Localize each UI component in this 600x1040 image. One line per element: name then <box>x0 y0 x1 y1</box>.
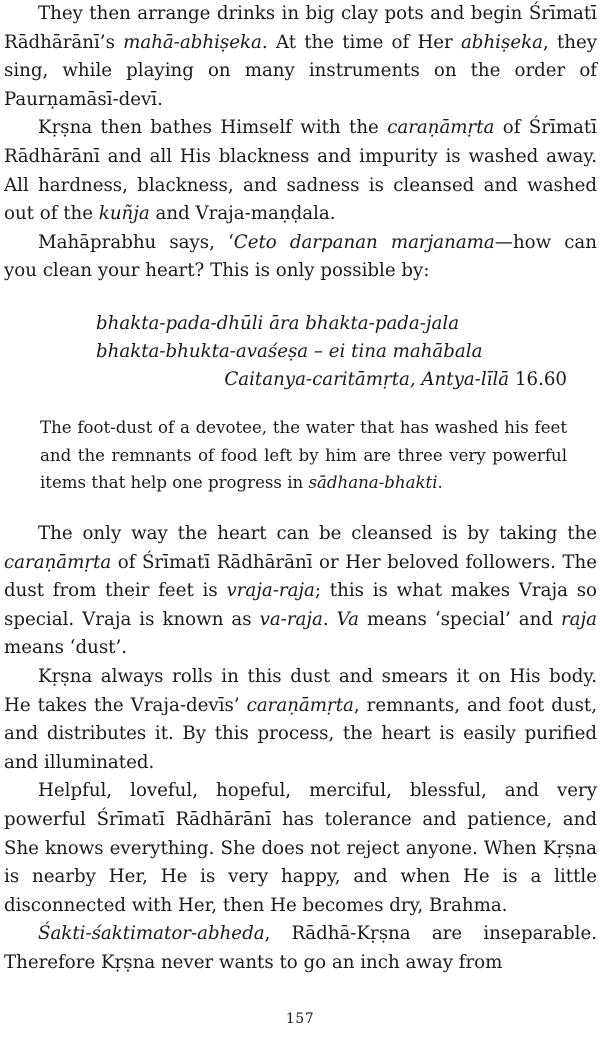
body-text-top <box>4 0 597 286</box>
page-number: 157 <box>285 1011 315 1027</box>
paragraph: Kṛṣna always rolls in this dust and smears it on His body. He takes the Vraja-devīs’ caraṇāmṛta, remnants, and foot dust, and distributes it. By this process, the heart is easily purified and illuminated. <box>4 665 597 773</box>
italic-term: Ceto darpanan marjanama <box>233 231 495 253</box>
paragraph: Śakti-śaktimator-abheda, Rādhā-Kṛṣna are inseparable. Therefore Kṛṣna never wants to go an inch away from <box>4 923 597 973</box>
italic-term: sādhana-bhakti <box>308 473 438 492</box>
verse-line: bhakta-bhukta-avaśeṣa – ei tina mahābala <box>96 341 483 362</box>
italic-term: caraṇāmṛta <box>4 551 112 573</box>
italic-term: vraja-raja <box>226 580 315 602</box>
verse-reference-source: Caitanya-caritāmṛta, Antya-līlā <box>224 369 515 390</box>
translation-text: The foot-dust of a devotee, the water that has washed his feet and the remnants of food left by him are three very powerful items that help one progress in sādhana-bhakti. <box>40 418 567 492</box>
italic-term: va-raja <box>259 608 323 630</box>
italic-term: abhiṣeka <box>460 31 543 53</box>
italic-term: caraṇāmṛta <box>387 117 495 139</box>
italic-term: Va <box>336 608 359 630</box>
paragraph: The only way the heart can be cleansed is by taking the caraṇāmṛta of Śrīmatī Rādhārānī or Her beloved followers. The dust from their feet is vraja-raja; this is what makes Vraja so special. Vraja is known as va-raja. Va means ‘special’ and raja means ‘dust’. <box>4 523 597 659</box>
paragraph: They then arrange drinks in big clay pots and begin Śrīmatī Rādhārānī’s mahā-abhiṣeka. At the time of Her abhiṣeka, they sing, while playing on many instruments on the order of Paurṇamāsī-devī. <box>4 3 597 110</box>
verse-block <box>96 310 567 394</box>
verse-reference <box>96 366 567 394</box>
paragraph: Helpful, loveful, hopeful, merciful, blessful, and very powerful Śrīmatī Rādhārānī has tolerance and patience, and She knows everything. She does not reject anyone. When Kṛṣna is nearby Her, He is very happy, and when He is a little disconnected with Her, then He becomes dry, Brahma. <box>4 780 597 916</box>
italic-term: raja <box>560 608 597 630</box>
verse-translation <box>40 414 567 497</box>
body-text-bottom <box>4 520 597 978</box>
verse-line: bhakta-pada-dhūli āra bhakta-pada-jala <box>96 313 460 334</box>
italic-term: mahā-abhiṣeka <box>123 31 262 53</box>
paragraph: Kṛṣna then bathes Himself with the caraṇāmṛta of Śrīmatī Rādhārānī and all His blackness and impurity is washed away. All hardness, blackness, and sadness is cleansed and washed out of the kuñja and Vraja-maṇḍala. <box>4 117 597 225</box>
italic-term: caraṇāmṛta <box>246 694 354 716</box>
italic-term: kuñja <box>98 203 150 225</box>
paragraph: Mahāprabhu says, ‘Ceto darpanan marjanama—how can you clean your heart? This is only possible by: <box>4 231 597 282</box>
verse-reference-number: 16.60 <box>514 369 567 390</box>
italic-term: Śakti-śaktimator-abheda <box>38 923 265 945</box>
